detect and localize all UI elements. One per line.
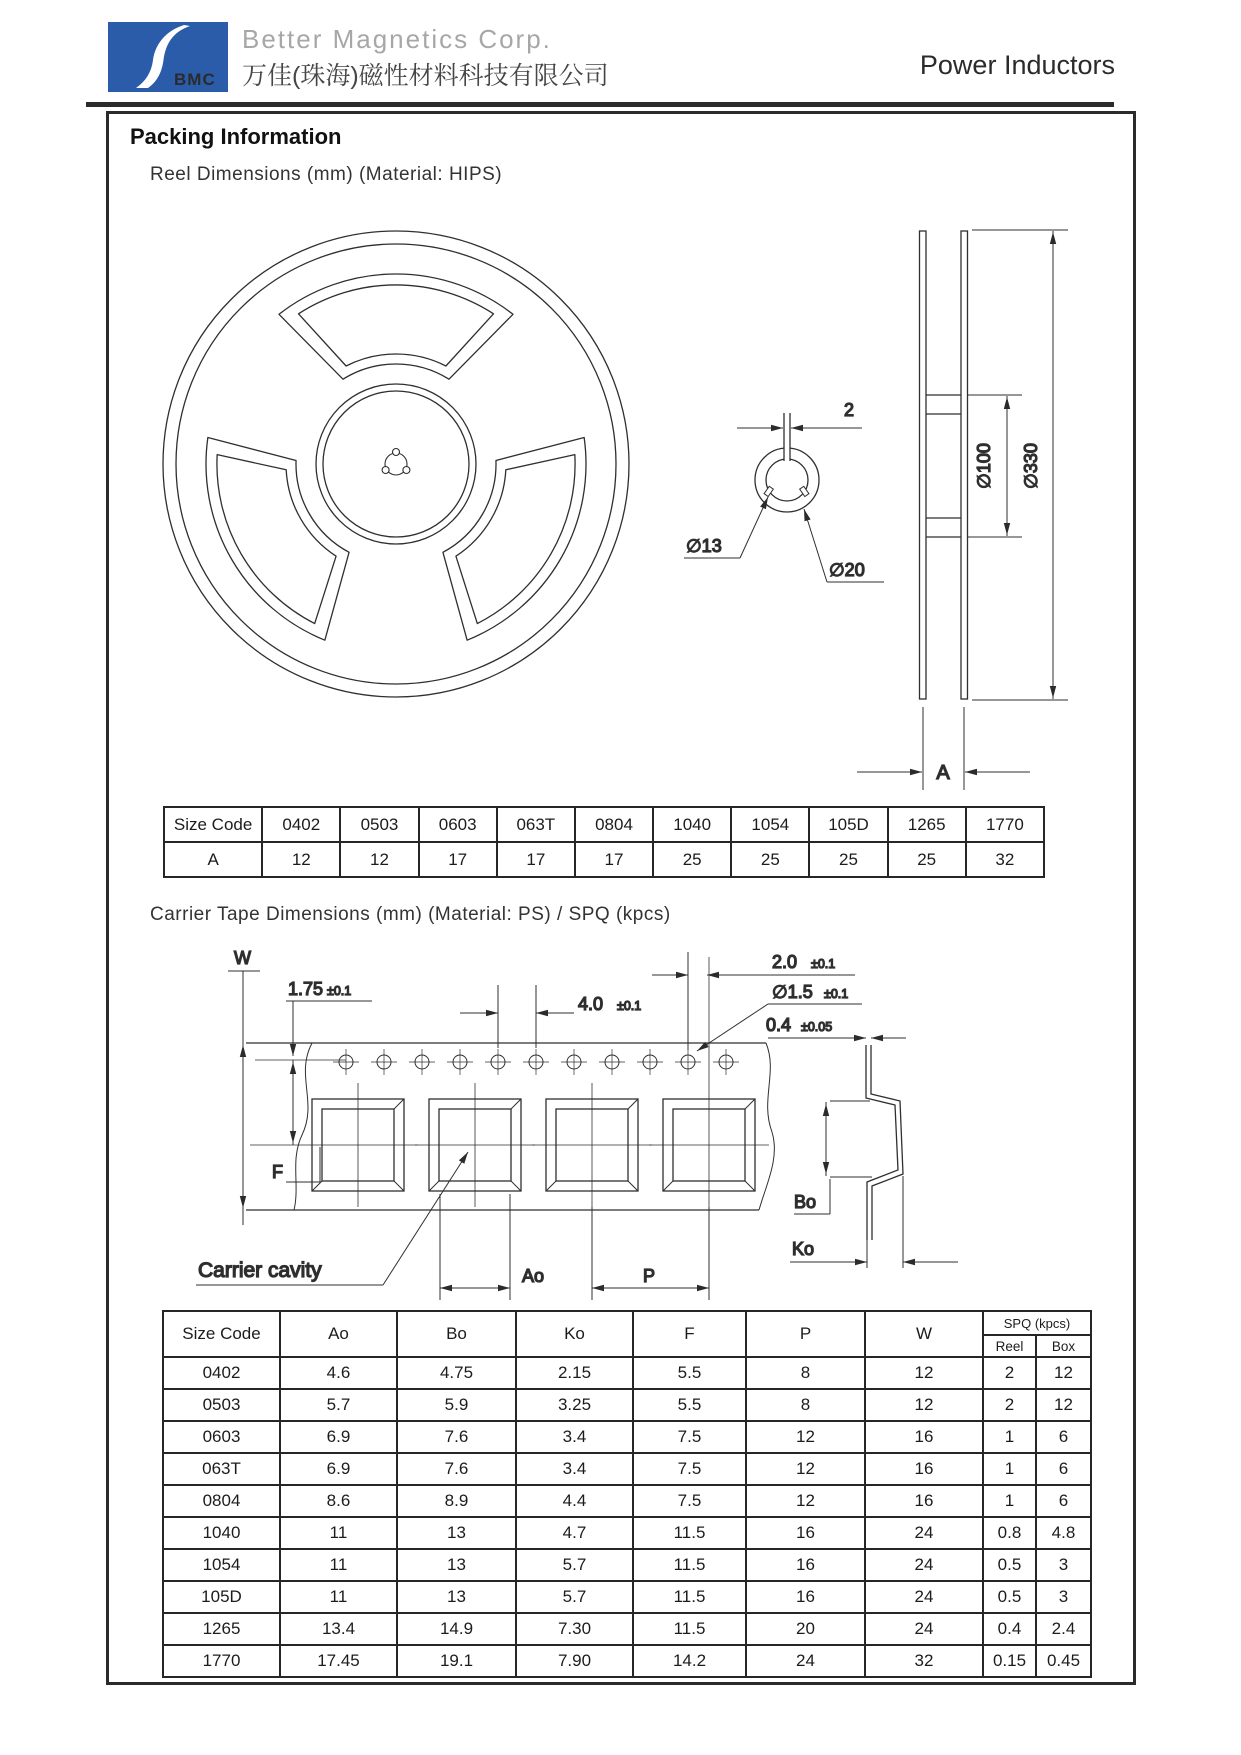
reel-window — [279, 274, 513, 379]
table-cell: 6.9 — [280, 1453, 397, 1485]
table-cell: 1040 — [653, 807, 731, 842]
table-cell: 105D — [809, 807, 887, 842]
table-cell: 12 — [1036, 1389, 1091, 1421]
carrier-table-header — [163, 1311, 1091, 1357]
col-header: Size Code — [163, 1311, 280, 1357]
table-row — [163, 1421, 1091, 1453]
tape-side-profile — [790, 1045, 958, 1268]
col-header: F — [633, 1311, 746, 1357]
table-cell: 3.4 — [516, 1453, 633, 1485]
reel-a-table — [163, 806, 1045, 878]
table-cell: 4.75 — [397, 1357, 516, 1389]
spq-box-header: Box — [1036, 1335, 1091, 1357]
torn-edge-right — [759, 1043, 774, 1210]
hole-dia-tol: ±0.1 — [824, 987, 849, 1001]
table-cell: 7.90 — [516, 1645, 633, 1677]
boss-dia-label: ∅20 — [829, 560, 865, 580]
col-header: Ao — [280, 1311, 397, 1357]
table-cell: 12 — [746, 1485, 865, 1517]
table-cell: 3.25 — [516, 1389, 633, 1421]
table-cell: 0.5 — [983, 1581, 1036, 1613]
table-cell: 17 — [575, 842, 653, 877]
table-cell: 19.1 — [397, 1645, 516, 1677]
reel-drawing — [106, 185, 1138, 800]
table-cell: 0.5 — [983, 1549, 1036, 1581]
table-cell: 1770 — [966, 807, 1044, 842]
table-cell: 13 — [397, 1549, 516, 1581]
hub-dia-label: ∅100 — [974, 443, 994, 489]
hole-pitch-tol: ±0.1 — [617, 999, 642, 1013]
dim-f — [286, 1060, 320, 1182]
tape-width-label: W — [234, 948, 251, 968]
bmc-logo-swoosh-icon — [108, 22, 228, 92]
table-cell: 24 — [865, 1581, 983, 1613]
table-cell: 25 — [731, 842, 809, 877]
table-cell: 5.9 — [397, 1389, 516, 1421]
table-cell: 8 — [746, 1389, 865, 1421]
table-cell: 5.5 — [633, 1389, 746, 1421]
dim-edge-to-hole — [255, 1001, 372, 1060]
table-cell: 1 — [983, 1485, 1036, 1517]
table-cell: 5.5 — [633, 1357, 746, 1389]
torn-edge-left — [294, 1043, 312, 1210]
table-cell: 1265 — [163, 1613, 280, 1645]
table-cell: 16 — [746, 1581, 865, 1613]
bmc-logo — [108, 22, 228, 92]
carrier-cavity — [250, 1083, 418, 1207]
table-cell: 7.5 — [633, 1421, 746, 1453]
table-row — [163, 1549, 1091, 1581]
table-row — [164, 842, 1044, 877]
table-cell: 0.8 — [983, 1517, 1036, 1549]
table-cell: 4.8 — [1036, 1517, 1091, 1549]
doc-title: Power Inductors — [919, 50, 1115, 80]
ao-label: Ao — [522, 1266, 545, 1286]
dim-ko — [790, 1176, 958, 1268]
col-header: P — [746, 1311, 865, 1357]
table-cell: 12 — [865, 1389, 983, 1421]
hole-to-cavity-tol: ±0.1 — [811, 957, 836, 971]
table-cell: 5.7 — [516, 1549, 633, 1581]
reel-front-view — [163, 231, 629, 697]
table-cell: 6 — [1036, 1453, 1091, 1485]
table-cell: 25 — [809, 842, 887, 877]
table-cell: 105D — [163, 1581, 280, 1613]
table-cell: 2 — [983, 1357, 1036, 1389]
table-cell: 16 — [865, 1453, 983, 1485]
arbor-hole-label: ∅13 — [686, 536, 722, 556]
bo-label: Bo — [794, 1192, 817, 1212]
table-cell: 0503 — [340, 807, 418, 842]
table-cell: 5.7 — [280, 1389, 397, 1421]
table-cell: 0804 — [163, 1485, 280, 1517]
table-cell: 12 — [746, 1453, 865, 1485]
p-label: P — [643, 1266, 656, 1286]
table-row — [163, 1581, 1091, 1613]
flange-dia-label: ∅330 — [1021, 443, 1041, 489]
table-cell: 17 — [419, 842, 497, 877]
table-cell: 0402 — [262, 807, 340, 842]
table-cell: 7.6 — [397, 1453, 516, 1485]
header-rule — [86, 102, 1114, 107]
carrier-cavity-label: Carrier cavity — [198, 1259, 322, 1282]
carrier-cavity — [649, 957, 769, 1207]
dim-p — [592, 1207, 709, 1300]
table-cell: 11.5 — [633, 1613, 746, 1645]
table-cell: 0402 — [163, 1357, 280, 1389]
table-cell: 0603 — [163, 1421, 280, 1453]
table-cell: 1 — [983, 1421, 1036, 1453]
table-cell: 11 — [280, 1517, 397, 1549]
hole-to-cavity-value: 2.0 — [772, 952, 798, 972]
table-cell: 4.7 — [516, 1517, 633, 1549]
table-row — [163, 1613, 1091, 1645]
spq-reel-header: Reel — [983, 1335, 1036, 1357]
table-cell: 1 — [983, 1453, 1036, 1485]
table-row — [163, 1485, 1091, 1517]
table-cell: 4.6 — [280, 1357, 397, 1389]
dim-hole-pitch — [460, 985, 574, 1048]
table-cell: 25 — [653, 842, 731, 877]
f-label: F — [272, 1162, 283, 1182]
table-cell: 24 — [865, 1517, 983, 1549]
hole-dia-value: ∅1.5 — [772, 982, 813, 1002]
company-name-cn: 万佳(珠海)磁性材料科技有限公司 — [242, 62, 609, 90]
table-cell: Size Code — [164, 807, 262, 842]
table-cell: 12 — [746, 1421, 865, 1453]
table-row — [163, 1645, 1091, 1677]
company-name-en: Better Magnetics Corp. — [242, 24, 552, 54]
reel-heading: Reel Dimensions (mm) (Material: HIPS) — [150, 164, 503, 185]
table-cell: 13 — [397, 1581, 516, 1613]
table-cell: 2.4 — [1036, 1613, 1091, 1645]
table-cell: 063T — [163, 1453, 280, 1485]
table-row — [164, 807, 1044, 842]
table-cell: 8.9 — [397, 1485, 516, 1517]
table-cell: 3 — [1036, 1549, 1091, 1581]
table-cell: A — [164, 842, 262, 877]
table-cell: 6 — [1036, 1485, 1091, 1517]
table-cell: 0503 — [163, 1389, 280, 1421]
table-cell: 11 — [280, 1581, 397, 1613]
col-header: Ko — [516, 1311, 633, 1357]
col-header: Bo — [397, 1311, 516, 1357]
table-cell: 16 — [746, 1517, 865, 1549]
table-cell: 11.5 — [633, 1581, 746, 1613]
table-cell: 12 — [1036, 1357, 1091, 1389]
reel-window — [173, 405, 381, 660]
edge-to-hole-value: 1.75 — [288, 979, 324, 999]
carrier-heading: Carrier Tape Dimensions (mm) (Material: PS) / SPQ (kpcs) — [150, 904, 671, 925]
table-cell: 13.4 — [280, 1613, 397, 1645]
table-cell: 13 — [397, 1517, 516, 1549]
slot-width-label: 2 — [844, 400, 855, 420]
table-cell: 8 — [746, 1357, 865, 1389]
logo-text: BMC — [174, 70, 216, 89]
table-cell: 12 — [340, 842, 418, 877]
table-cell: 7.5 — [633, 1453, 746, 1485]
table-cell: 7.5 — [633, 1485, 746, 1517]
table-cell: 3 — [1036, 1581, 1091, 1613]
table-cell: 0804 — [575, 807, 653, 842]
table-cell: 5.7 — [516, 1581, 633, 1613]
dim-tape-width — [228, 971, 260, 1225]
reel-keyhole — [382, 449, 410, 476]
reel-side-view — [857, 230, 1068, 790]
table-cell: 2.15 — [516, 1357, 633, 1389]
spq-header: SPQ (kpcs) — [983, 1311, 1091, 1335]
table-cell: 16 — [865, 1421, 983, 1453]
table-cell: 17.45 — [280, 1645, 397, 1677]
table-cell: 1054 — [731, 807, 809, 842]
carrier-tape-drawing — [106, 935, 1138, 1307]
table-cell: 1770 — [163, 1645, 280, 1677]
table-cell: 32 — [966, 842, 1044, 877]
table-row — [163, 1517, 1091, 1549]
table-cell: 11.5 — [633, 1517, 746, 1549]
table-cell: 24 — [746, 1645, 865, 1677]
table-cell: 7.6 — [397, 1421, 516, 1453]
carrier-cavity — [532, 1083, 652, 1207]
table-cell: 17 — [497, 842, 575, 877]
tape-top-view — [246, 957, 774, 1210]
table-cell: 6.9 — [280, 1421, 397, 1453]
table-cell: 32 — [865, 1645, 983, 1677]
thickness-value: 0.4 — [766, 1015, 792, 1035]
table-cell: 20 — [746, 1613, 865, 1645]
table-cell: 16 — [865, 1485, 983, 1517]
table-cell: 24 — [865, 1549, 983, 1581]
reel-window — [411, 405, 619, 660]
table-cell: 14.9 — [397, 1613, 516, 1645]
table-cell: 0.15 — [983, 1645, 1036, 1677]
table-cell: 1040 — [163, 1517, 280, 1549]
reel-width-label: A — [936, 762, 950, 784]
table-cell: 063T — [497, 807, 575, 842]
table-cell: 8.6 — [280, 1485, 397, 1517]
hole-pitch-value: 4.0 — [578, 994, 604, 1014]
sprocket-holes — [333, 1049, 739, 1075]
table-cell: 3.4 — [516, 1421, 633, 1453]
carrier-cavity — [415, 1083, 535, 1207]
table-cell: 1054 — [163, 1549, 280, 1581]
reel-hub-detail — [684, 400, 884, 582]
table-cell: 11.5 — [633, 1549, 746, 1581]
col-header: W — [865, 1311, 983, 1357]
table-cell: 1265 — [888, 807, 966, 842]
table-cell: 24 — [865, 1613, 983, 1645]
table-row — [163, 1453, 1091, 1485]
table-cell: 6 — [1036, 1421, 1091, 1453]
carrier-tape-table — [162, 1310, 1092, 1678]
table-cell: 12 — [865, 1357, 983, 1389]
table-cell: 12 — [262, 842, 340, 877]
table-cell: 14.2 — [633, 1645, 746, 1677]
table-cell: 7.30 — [516, 1613, 633, 1645]
table-row — [163, 1389, 1091, 1421]
table-cell: 25 — [888, 842, 966, 877]
edge-to-hole-tol: ±0.1 — [327, 984, 352, 998]
table-cell: 0.45 — [1036, 1645, 1091, 1677]
table-cell: 16 — [746, 1549, 865, 1581]
page-title: Packing Information — [130, 124, 342, 149]
table-cell: 4.4 — [516, 1485, 633, 1517]
table-cell: 0.4 — [983, 1613, 1036, 1645]
thickness-tol: ±0.05 — [801, 1020, 833, 1034]
ko-label: Ko — [792, 1239, 815, 1259]
table-cell: 0603 — [419, 807, 497, 842]
table-row — [163, 1357, 1091, 1389]
table-cell: 11 — [280, 1549, 397, 1581]
table-cell: 2 — [983, 1389, 1036, 1421]
